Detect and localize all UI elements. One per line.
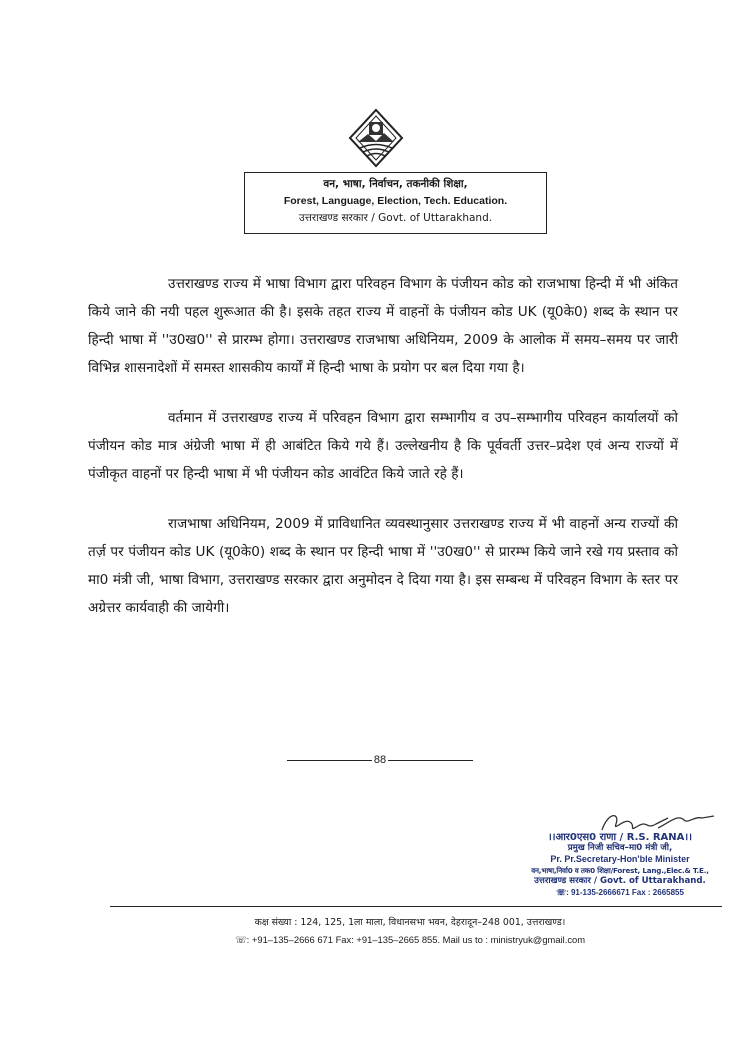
separator [285,752,475,768]
signatory-name: ।।आर0एस0 राणा / R.S. RANA।। [548,832,692,843]
separator-rule-right [388,760,473,761]
footer-address: कक्ष संख्या : 124, 125, 1ला माला, विधानसभा भवन, देहरादून–248 001, उत्तराखण्ड। [254,917,566,928]
header-government: उत्तराखण्ड सरकार / Govt. of Uttarakhand. [298,212,493,224]
footer [150,914,670,948]
signature-block [520,808,720,908]
signatory-phone: ☏: 91-135-2666671 Fax : 2665855 [556,888,684,897]
footer-divider [110,906,722,907]
header-departments-english: Forest, Language, Election, Tech. Education. [283,195,508,207]
header-departments-hindi: वन, भाषा, निर्वाचन, तकनीकी शिक्षा, [323,178,468,190]
signatory-title-hindi: प्रमुख निजी सचिव–मा0 मंत्री जी, [567,843,673,853]
signatory-government: उत्तराखण्ड सरकार / Govt. of Uttarakhand. [534,876,706,886]
separator-number: 88 [373,754,387,766]
letter-body [88,270,678,644]
header-box [244,172,547,234]
uttarakhand-emblem-icon [348,108,404,172]
paragraph-2: वर्तमान में उत्तराखण्ड राज्य में परिवहन विभाग द्वारा सम्भागीय व उप–सम्भागीय परिवहन कार्यालयों को पंजीयन कोड मात्र अंग्रेजी भाषा में ही आबंटित किये गये हैं। उल्लेखनीय है कि पूर्ववर्ती उत्तर–प्रदेश एवं अन्य राज्यों में पंजीकृत वाहनों पर हिन्दी भाषा में भी पंजीयन कोड आवंटित किये जाते रहे हैं। [88,410,678,482]
signatory-title-english: Pr. Pr.Secretary-Hon'ble Minister [550,854,690,864]
signatory-department: वन,भाषा,निर्वा0 व तक0 शिक्षा/Forest, Lang.,Elec.& T.E., [531,866,709,875]
separator-rule-left [287,760,372,761]
paragraph-3: राजभाषा अधिनियम, 2009 में प्राविधानित व्यवस्थानुसार उत्तराखण्ड राज्य में भी वाहनों अन्य राज्यों की तर्ज़ पर पंजीयन कोड UK (यू0के0) शब्द के स्थान पर हिन्दी भाषा में ''उ0ख0'' से प्रारम्भ किये जाने रखे गय प्रस्ताव को मा0 मंत्री जी, भाषा विभाग, उत्तराखण्ड सरकार द्वारा अनुमोदन दे दिया गया है। इस सम्बन्ध में परिवहन विभाग के स्तर पर अग्रेत्तर कार्यवाही की जायेगी। [88,516,678,616]
footer-contact: ☏: +91–135–2666 671 Fax: +91–135–2665 855. Mail us to : ministryuk@gmail.com [234,934,586,945]
paragraph-1: उत्तराखण्ड राज्य में भाषा विभाग द्वारा परिवहन विभाग के पंजीयन कोड को राजभाषा हिन्दी में भी अंकित किये जाने की नयी पहल शुरूआत की है। इसके तहत राज्य में वाहनों के पंजीयन कोड UK (यू0के0) शब्द के स्थान पर हिन्दी भाषा में ''उ0ख0'' से प्रारम्भ होगा। उत्तराखण्ड राजभाषा अधिनियम, 2009 के आलोक में समय–समय पर जारी विभिन्न शासनादेशों में समस्त शासकीय कार्यों में हिन्दी भाषा के प्रयोग पर बल दिया गया है। [88,276,678,376]
